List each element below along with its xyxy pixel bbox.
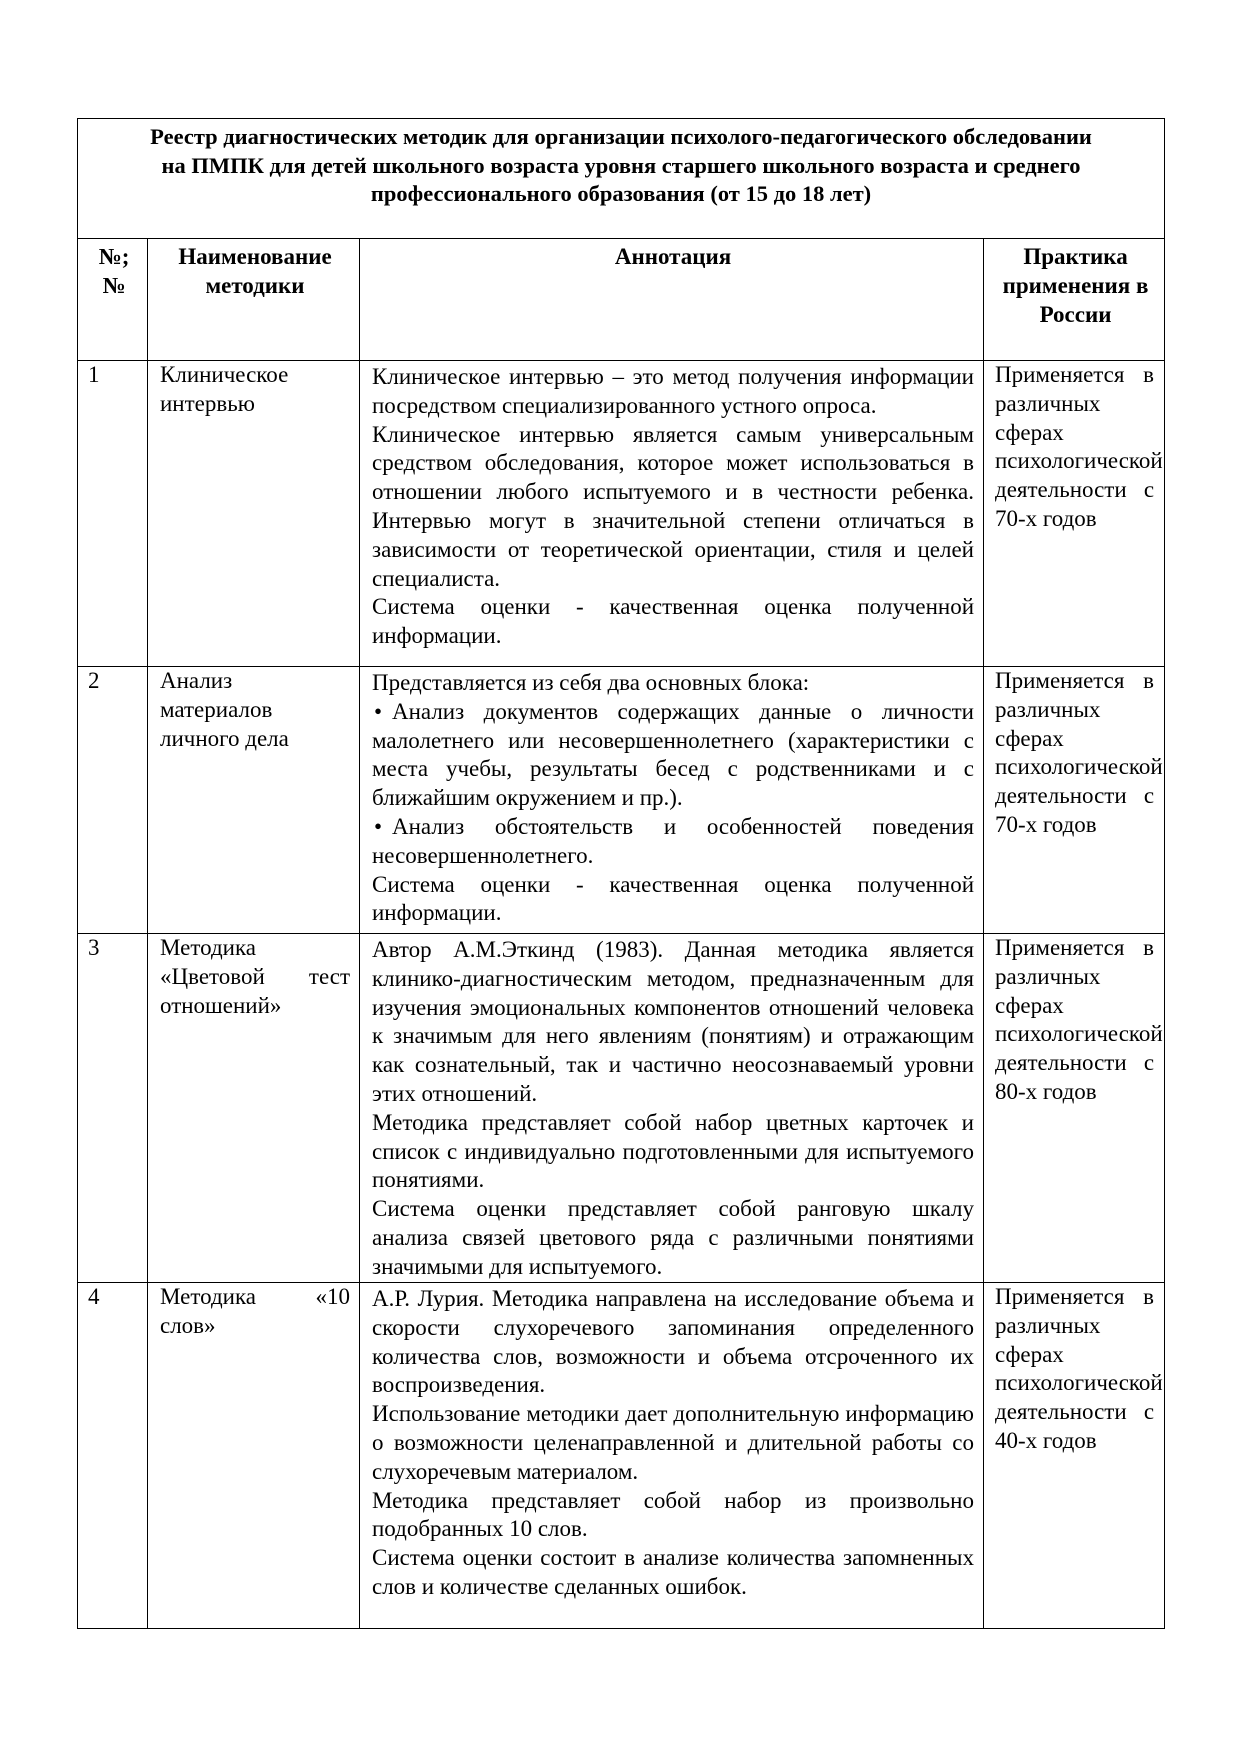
annotation-paragraph: Система оценки состоит в анализе количества запомненных слов и количестве сделанных ошибок. (372, 1545, 974, 1599)
header-practice: Практика применения в России (984, 239, 1165, 361)
header-num: №; № (78, 239, 148, 361)
row-number: 4 (78, 1283, 148, 1629)
bullet-item (372, 698, 974, 813)
bullet-icon: • (374, 698, 383, 724)
method-annotation (360, 667, 984, 934)
bullet-item (372, 813, 974, 871)
practice-cell: Применяется в различных сферах психологической деятельности с 80-х годов (984, 934, 1165, 1283)
bullet-icon: • (374, 813, 383, 839)
row-number: 2 (78, 667, 148, 934)
annotation-paragraph: Представляется из себя два основных блока: (372, 670, 810, 695)
table-title: Реестр диагностических методик для организации психолого-педагогического обследовании на ПМПК для детей школьного возраста уровня старшего школьного возраста и среднего профессионального образования (от 15 до 18 лет) (78, 119, 1165, 239)
annotation-paragraph: Клиническое интервью – это метод получения информации посредством специализированного устного опроса. (372, 364, 974, 418)
method-annotation (360, 1283, 984, 1629)
row-number: 3 (78, 934, 148, 1283)
header-name: Наименование методики (148, 239, 360, 361)
annotation-paragraph: Автор А.М.Эткинд (1983). Данная методика является клинико-диагностическим методом, предназначенным для изучения эмоциональных компонентов отношений человека к значимым для него явлениям (понятиям) и отражающим как сознательный, так и частично неосознаваемый уровни этих отношений. (372, 937, 974, 1106)
annotation-paragraph: Система оценки - качественная оценка полученной информации. (372, 871, 974, 926)
method-name: Методика «10 слов» (148, 1283, 360, 1629)
annotation-paragraph: Методика представляет собой набор из произвольно подобранных 10 слов. (372, 1487, 974, 1542)
bullet-text: Анализ документов содержащих данные о личности малолетнего или несовершеннолетнего (характеристики с места учебы, результаты бесед с родственниками и с ближайшим окружением и пр.). (372, 698, 974, 811)
header-row (78, 239, 1165, 361)
method-annotation (360, 934, 984, 1283)
method-name: Анализ материалов личного дела (148, 667, 360, 934)
table-row (78, 361, 1165, 667)
practice-cell: Применяется в различных сферах психологической деятельности с 40-х годов (984, 1283, 1165, 1629)
annotation-paragraph: Использование методики дает дополнительную информацию о возможности целенаправленной и длительной работы со слухоречевым материалом. (372, 1401, 974, 1484)
header-annotation: Аннотация (360, 239, 984, 361)
practice-cell: Применяется в различных сферах психологической деятельности с 70-х годов (984, 667, 1165, 934)
methods-registry-table (77, 118, 1165, 1629)
annotation-paragraph: Система оценки - качественная оценка полученной информации. (372, 594, 974, 649)
annotation-paragraph: Методика представляет собой набор цветных карточек и список с индивидуально подготовленными для испытуемого понятиями. (372, 1109, 974, 1193)
table-row (78, 667, 1165, 934)
practice-cell: Применяется в различных сферах психологической деятельности с 70-х годов (984, 361, 1165, 667)
annotation-paragraph: А.Р. Лурия. Методика направлена на исследование объема и скорости слухоречевого запоминания определенного количества слов, возможности и объема отсроченного их воспроизведения. (372, 1286, 974, 1398)
method-annotation (360, 361, 984, 667)
annotation-paragraph: Клиническое интервью является самым универсальным средством обследования, которое может использоваться в отношении любого испытуемого и в честности ребенка. Интервью могут в значительной степени отличаться в зависимости от теоретической ориентации, стиля и целей специалиста. (372, 421, 974, 591)
bullet-text: Анализ обстоятельств и особенностей поведения несовершеннолетнего. (372, 813, 974, 868)
row-number: 1 (78, 361, 148, 667)
table-row (78, 1283, 1165, 1629)
table-row (78, 934, 1165, 1283)
annotation-paragraph: Система оценки представляет собой ранговую шкалу анализа связей цветового ряда с различными понятиями значимыми для испытуемого. (372, 1196, 974, 1279)
method-name: Методика «Цветовой тест отношений» (148, 934, 360, 1283)
method-name: Клиническое интервью (148, 361, 360, 667)
